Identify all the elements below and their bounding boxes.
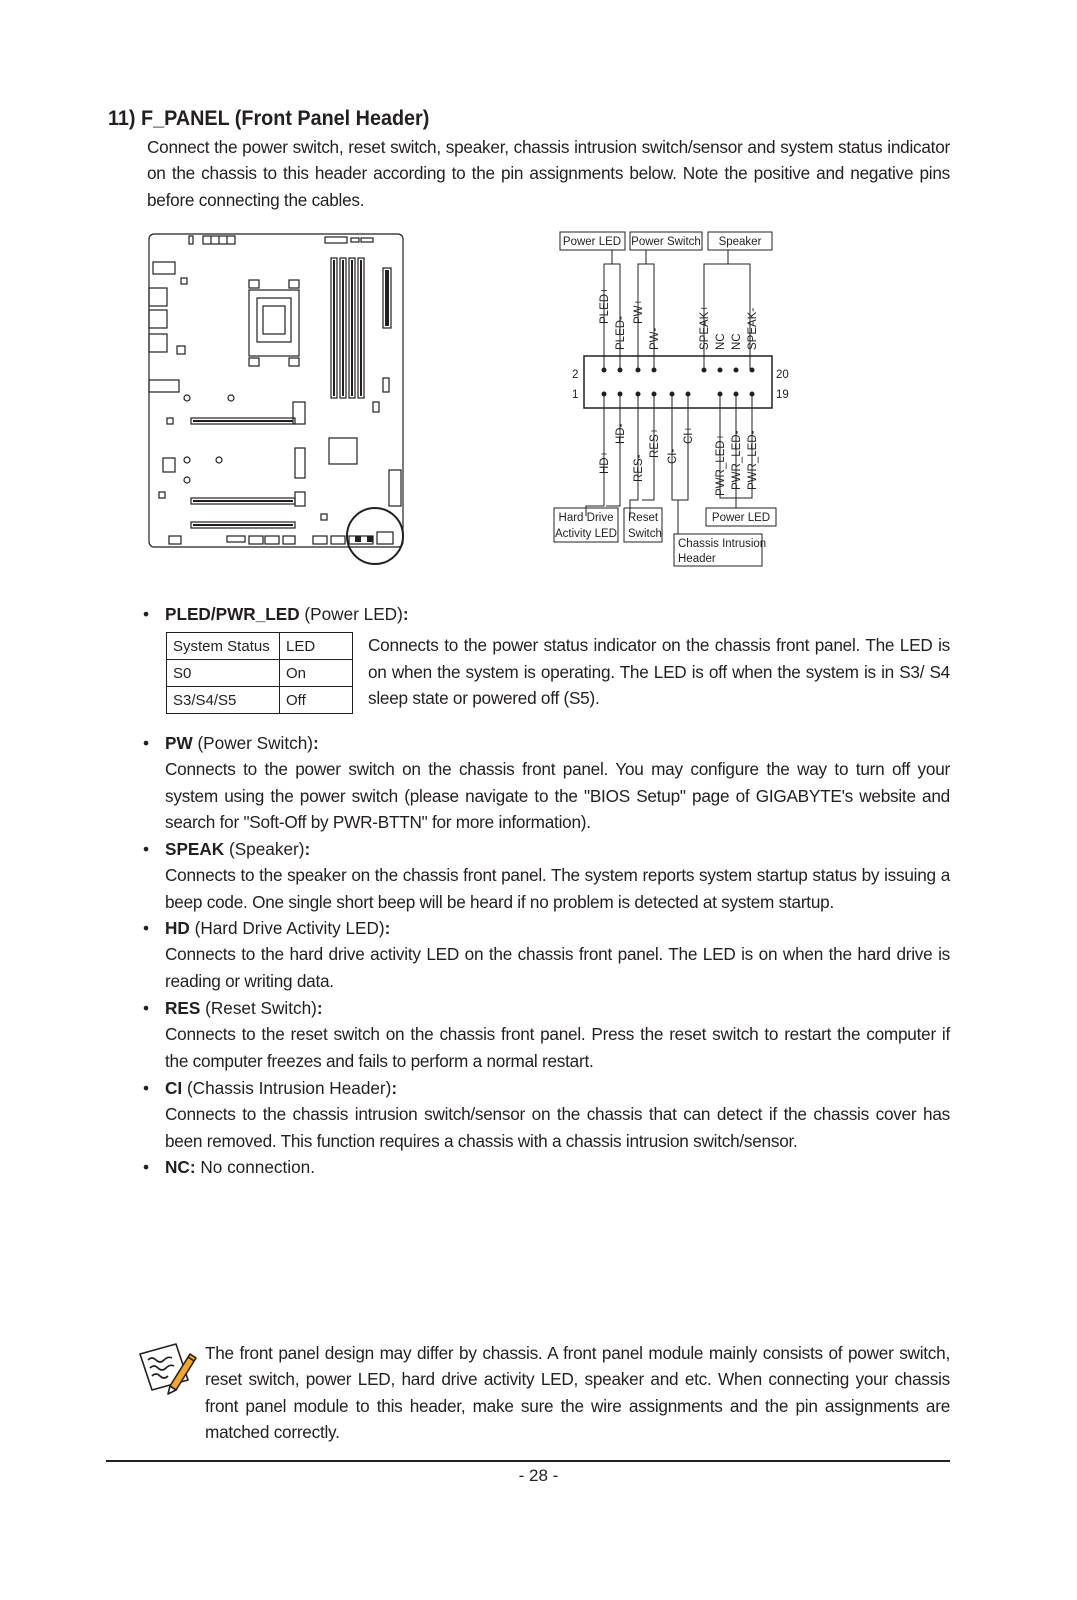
pin-nc-1: NC xyxy=(715,333,727,350)
ci-desc: (Chassis Intrusion Header) xyxy=(182,1078,392,1098)
speak-desc: (Speaker) xyxy=(224,839,305,859)
nc-desc: No connection. xyxy=(195,1157,315,1177)
hd-desc: (Hard Drive Activity LED) xyxy=(189,918,385,938)
bullet-hd-heading xyxy=(143,915,391,941)
pin-number-19: 19 xyxy=(776,389,789,401)
pin-number-20: 20 xyxy=(776,369,789,381)
pin-pled-plus: PLED+ xyxy=(599,287,611,324)
ci-colon: : xyxy=(391,1078,398,1098)
table-cell: Off xyxy=(280,687,353,714)
pin-pw-plus: PW+ xyxy=(633,298,645,324)
pin-res-minus: RES- xyxy=(633,454,645,482)
hd-name: HD xyxy=(165,918,190,938)
table-cell: S3/S4/S5 xyxy=(167,687,280,714)
pw-name: PW xyxy=(165,733,193,753)
label-reset-line1: Reset xyxy=(628,512,659,524)
bullet-glyph: • xyxy=(143,998,150,1018)
label-hdd-line2: Activity LED xyxy=(555,528,617,540)
nc-name: NC: xyxy=(165,1157,196,1177)
pin-res-plus: RES+ xyxy=(649,427,661,458)
ci-name: CI xyxy=(165,1078,183,1098)
pin-ci-minus: CI- xyxy=(667,448,679,464)
label-ci-line1: Chassis Intrusion xyxy=(678,538,767,550)
label-reset-line2: Switch xyxy=(628,528,662,540)
label-speaker-top: Speaker xyxy=(718,236,762,248)
pin-pwr-led-minus-2: PWR_LED- xyxy=(747,430,759,490)
pled-body: Connects to the power status indicator on the chassis front panel. The LED is on when the system is operating. The LED is off when the system is in S3/ S4 sleep state or powered off (S5). xyxy=(368,635,950,709)
bullet-pw-heading xyxy=(143,730,319,756)
pin-nc-2: NC xyxy=(731,333,743,350)
motherboard-illustration xyxy=(145,230,410,570)
intro-paragraph: Connect the power switch, reset switch, speaker, chassis intrusion switch/sensor and system status indicator on the chassis to this header according to the pin assignments below. Note the positive and negative pins before connecting the cables. xyxy=(147,137,950,210)
bullet-speak-heading xyxy=(143,836,311,862)
table-row xyxy=(167,687,353,714)
bullet-ci-heading xyxy=(143,1075,398,1101)
footer-rule xyxy=(106,1460,950,1462)
page-number: - 28 - xyxy=(518,1466,559,1485)
pin-pwr-led-minus-1: PWR_LED- xyxy=(731,430,743,490)
bullet-glyph: • xyxy=(143,1078,150,1098)
label-hdd-line1: Hard Drive xyxy=(558,512,614,524)
bullet-glyph: • xyxy=(143,918,150,938)
section-number: 11) xyxy=(108,106,136,130)
section-title: F_PANEL (Front Panel Header) xyxy=(141,106,430,130)
led-status-table xyxy=(166,632,353,714)
pin-pled-minus: PLED- xyxy=(615,316,627,350)
speak-body: Connects to the speaker on the chassis front panel. The system reports system startup status by issuing a beep code. One single short beep will be heard if no problem is detected at system startup. xyxy=(165,865,950,912)
pw-desc: (Power Switch) xyxy=(192,733,314,753)
res-body: Connects to the reset switch on the chassis front panel. Press the reset switch to restart the computer if the computer freezes and fails to perform a normal restart. xyxy=(165,1024,950,1071)
pw-colon: : xyxy=(313,733,319,753)
label-ci-line2: Header xyxy=(678,553,716,565)
bullet-res-heading xyxy=(143,995,323,1021)
res-name: RES xyxy=(165,998,201,1018)
ci-body: Connects to the chassis intrusion switch/sensor on the chassis that can detect if the chassis cover has been removed. This function requires a chassis with a chassis intrusion switch/sensor. xyxy=(165,1104,950,1151)
pin-number-1: 1 xyxy=(572,389,579,401)
pin-ci-plus: CI+ xyxy=(683,425,695,444)
bullet-glyph: • xyxy=(143,604,150,624)
pin-pwr-led-plus: PWR_LED+ xyxy=(715,433,727,496)
table-row xyxy=(167,633,353,660)
table-header-cell: System Status xyxy=(167,633,280,660)
pin-hd-plus: HD+ xyxy=(599,450,611,474)
pin-hd-minus: HD- xyxy=(615,423,627,444)
pled-desc: (Power LED) xyxy=(299,604,403,624)
note-text: The front panel design may differ by chassis. A front panel module mainly consists of power switch, reset switch, power LED, hard drive activity LED, speaker and etc. When connecting your chassis front panel module to this header, make sure the wire assignments and the pin assignments are matched correctly. xyxy=(205,1343,950,1443)
table-cell: On xyxy=(280,660,353,687)
section-heading xyxy=(108,106,429,131)
bullet-glyph: • xyxy=(143,1157,150,1177)
pin-number-2: 2 xyxy=(572,369,579,381)
speak-name: SPEAK xyxy=(165,839,225,859)
pin-pw-minus: PW- xyxy=(649,327,661,350)
label-power-led-top: Power LED xyxy=(562,236,622,248)
hd-colon: : xyxy=(384,918,391,938)
pled-name: PLED/PWR_LED xyxy=(165,604,300,624)
label-power-switch-top: Power Switch xyxy=(631,236,701,248)
pin-speak-minus: SPEAK- xyxy=(747,307,759,350)
table-header-cell: LED xyxy=(280,633,353,660)
hd-body: Connects to the hard drive activity LED on the chassis front panel. The LED is on when the hard drive is reading or writing data. xyxy=(165,944,950,991)
pled-colon: : xyxy=(402,604,409,624)
bullet-glyph: • xyxy=(143,733,150,753)
speak-colon: : xyxy=(304,839,311,859)
res-desc: (Reset Switch) xyxy=(200,998,317,1018)
res-colon: : xyxy=(316,998,323,1018)
table-row xyxy=(167,660,353,687)
note-pencil-icon xyxy=(136,1340,198,1396)
bullet-glyph: • xyxy=(143,839,150,859)
bullet-pled-heading xyxy=(143,601,409,627)
f-panel-pin-diagram xyxy=(550,228,810,572)
label-power-led-bottom: Power LED xyxy=(711,512,771,524)
pw-body: Connects to the power switch on the chassis front panel. You may configure the way to turn off your system using the power switch (please navigate to the "BIOS Setup" page of GIGABYTE's website and search for "Soft-Off by PWR-BTTN" for more information). xyxy=(165,759,950,833)
bullet-nc-heading xyxy=(143,1154,315,1180)
table-cell: S0 xyxy=(167,660,280,687)
pin-speak-plus: SPEAK+ xyxy=(699,304,711,350)
